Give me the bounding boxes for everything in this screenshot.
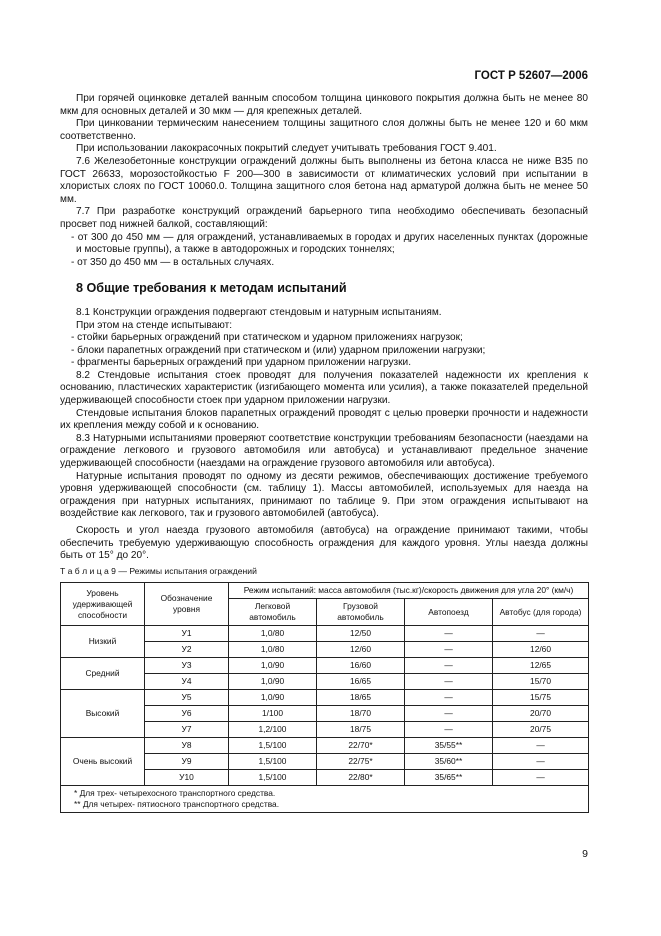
body-text <box>60 93 588 563</box>
truck-cell: 18/70 <box>317 706 405 722</box>
bus-cell: 15/70 <box>493 674 589 690</box>
car-cell: 1,5/100 <box>229 754 317 770</box>
truck-cell: 18/65 <box>317 690 405 706</box>
car-cell: 1,0/90 <box>229 674 317 690</box>
roadtrain-cell: — <box>405 674 493 690</box>
truck-cell: 12/50 <box>317 626 405 642</box>
code-cell: У5 <box>145 690 229 706</box>
table-notes <box>61 786 589 813</box>
header-mode: Режим испытаний: масса автомобиля (тыс.кг)/скорость движения для угла 20° (км/ч) <box>229 583 589 599</box>
bus-cell: 15/75 <box>493 690 589 706</box>
paragraph: При этом на стенде испытывают: <box>76 319 233 331</box>
code-cell: У10 <box>145 770 229 786</box>
truck-cell: 22/70* <box>317 738 405 754</box>
bus-cell: — <box>493 770 589 786</box>
car-cell: 1/100 <box>229 706 317 722</box>
list-item: - фрагменты барьерных ограждений при ударном приложении нагрузки. <box>60 357 588 370</box>
table-row <box>61 626 589 642</box>
header-roadtrain: Автопоезд <box>405 599 493 626</box>
paragraph: 8.2 Стендовые испытания стоек проводят для получения показателей надежности их крепления к основанию, пластических характеристик (изгибающего момента или усилия), а также показателей предельной удерживающей способности стоек при ударном приложении нагрузки. <box>60 369 588 407</box>
test-modes-table <box>60 582 589 813</box>
code-cell: У4 <box>145 674 229 690</box>
document-header: ГОСТ Р 52607—2006 <box>474 70 588 82</box>
paragraph: 8.1 Конструкции ограждения подвергают стендовым и натурным испытаниям. <box>76 306 442 318</box>
bus-cell: 12/60 <box>493 642 589 658</box>
header-designation: Обозначение уровня <box>145 583 229 626</box>
list-item: - стойки барьерных ограждений при статическом и ударном приложениях нагрузок; <box>60 332 588 345</box>
car-cell: 1,0/90 <box>229 690 317 706</box>
truck-cell: 16/60 <box>317 658 405 674</box>
table-body <box>61 626 589 786</box>
bus-cell: 20/70 <box>493 706 589 722</box>
level-cell: Низкий <box>61 626 145 658</box>
code-cell: У2 <box>145 642 229 658</box>
car-cell: 1,5/100 <box>229 738 317 754</box>
roadtrain-cell: 35/60** <box>405 754 493 770</box>
paragraph: Скорость и угол наезда грузового автомобиля (автобуса) на ограждение принимают такими, чтобы обеспечить требуемую удерживающую способность ограждения для каждого уровня. Углы наезда должны быть от 15° до 20°. <box>60 525 588 562</box>
car-cell: 1,0/90 <box>229 658 317 674</box>
code-cell: У9 <box>145 754 229 770</box>
section-title: 8 Общие требования к методам испытаний <box>76 281 347 296</box>
page-number: 9 <box>582 848 588 860</box>
header-car: Легковой автомобиль <box>229 599 317 626</box>
table-note: * Для трех- четырехосного транспортного средства. <box>74 788 276 798</box>
header-bus: Автобус (для города) <box>493 599 589 626</box>
roadtrain-cell: 35/65** <box>405 770 493 786</box>
paragraph: При цинковании термическим нанесением толщины защитного слоя должны быть не менее 120 и 60 мкм соответственно. <box>60 118 588 142</box>
table-row <box>61 690 589 706</box>
paragraph: 8.3 Натурными испытаниями проверяют соответствие конструкции требованиям безопасности (наездами на ограждение легкового и грузового автомобиля или автобуса) и устанавливают предельное значение удерживающей способности (наездами на ограждение грузового автомобиля или автобуса). <box>60 432 588 470</box>
list-item: - блоки парапетных ограждений при статическом и (или) ударном приложении нагрузки; <box>60 345 588 358</box>
table-caption: Т а б л и ц а 9 — Режимы испытания ограждений <box>60 566 257 576</box>
truck-cell: 16/65 <box>317 674 405 690</box>
roadtrain-cell: — <box>405 658 493 674</box>
code-cell: У1 <box>145 626 229 642</box>
code-cell: У6 <box>145 706 229 722</box>
code-cell: У3 <box>145 658 229 674</box>
code-cell: У8 <box>145 738 229 754</box>
truck-cell: 18/75 <box>317 722 405 738</box>
header-truck: Грузовой автомобиль <box>317 599 405 626</box>
bus-cell: 12/65 <box>493 658 589 674</box>
bus-cell: 20/75 <box>493 722 589 738</box>
bus-cell: — <box>493 738 589 754</box>
truck-cell: 12/60 <box>317 642 405 658</box>
car-cell: 1,5/100 <box>229 770 317 786</box>
roadtrain-cell: — <box>405 642 493 658</box>
roadtrain-cell: — <box>405 706 493 722</box>
header-level: Уровень удерживающей способности <box>61 583 145 626</box>
car-cell: 1,2/100 <box>229 722 317 738</box>
table-note: ** Для четырех- пятиосного транспортного средства. <box>74 799 280 809</box>
paragraph: 7.7 При разработке конструкций ограждений барьерного типа необходимо обеспечивать безопасный просвет под нижней балкой, составляющий: <box>60 206 588 230</box>
paragraph: При горячей оцинковке деталей ванным способом толщина цинкового покрытия должна быть не менее 80 мкм для основных деталей и 30 мкм — для крепежных деталей. <box>60 93 588 117</box>
roadtrain-cell: 35/55** <box>405 738 493 754</box>
paragraph: Натурные испытания проводят по одному из десяти режимов, обеспечивающих достижение требуемого уровня удерживающей способности (см. таблицу 1). Массы автомобилей, используемых для наезда на ограждения при натурных испытаниях, принимают по таблице 9. При этом ограждения испытывают на воздействие как легкового, так и грузового автомобилей (автобуса). <box>60 470 588 520</box>
level-cell: Очень высокий <box>61 738 145 786</box>
car-cell: 1,0/80 <box>229 626 317 642</box>
car-cell: 1,0/80 <box>229 642 317 658</box>
list-item: - от 350 до 450 мм — в остальных случаях. <box>60 257 588 270</box>
bus-cell: — <box>493 754 589 770</box>
paragraph: При использовании лакокрасочных покрытий следует учитывать требования ГОСТ 9.401. <box>76 143 497 155</box>
code-cell: У7 <box>145 722 229 738</box>
level-cell: Средний <box>61 658 145 690</box>
level-cell: Высокий <box>61 690 145 738</box>
roadtrain-cell: — <box>405 626 493 642</box>
list-item: - от 300 до 450 мм — для ограждений, устанавливаемых в городах и других населенных пунктах (дорожные и мостовые группы), а также в автодорожных и городских тоннелях; <box>60 232 588 257</box>
roadtrain-cell: — <box>405 722 493 738</box>
truck-cell: 22/75* <box>317 754 405 770</box>
paragraph: 7.6 Железобетонные конструкции ограждений должны быть выполнены из бетона класса не ниже В35 по ГОСТ 26633, морозостойкостью F 200—300 в зависимости от климатических условий при испытании в хлористых слоях по ГОСТ 10060.0. Толщина защитного слоя бетона над арматурой должна быть не менее 50 мм. <box>60 155 588 205</box>
bus-cell: — <box>493 626 589 642</box>
paragraph: Стендовые испытания блоков парапетных ограждений проводят с целью проверки прочности и надежности их крепления между собой и к основанию. <box>60 407 588 432</box>
roadtrain-cell: — <box>405 690 493 706</box>
table-row <box>61 658 589 674</box>
table-row <box>61 738 589 754</box>
truck-cell: 22/80* <box>317 770 405 786</box>
